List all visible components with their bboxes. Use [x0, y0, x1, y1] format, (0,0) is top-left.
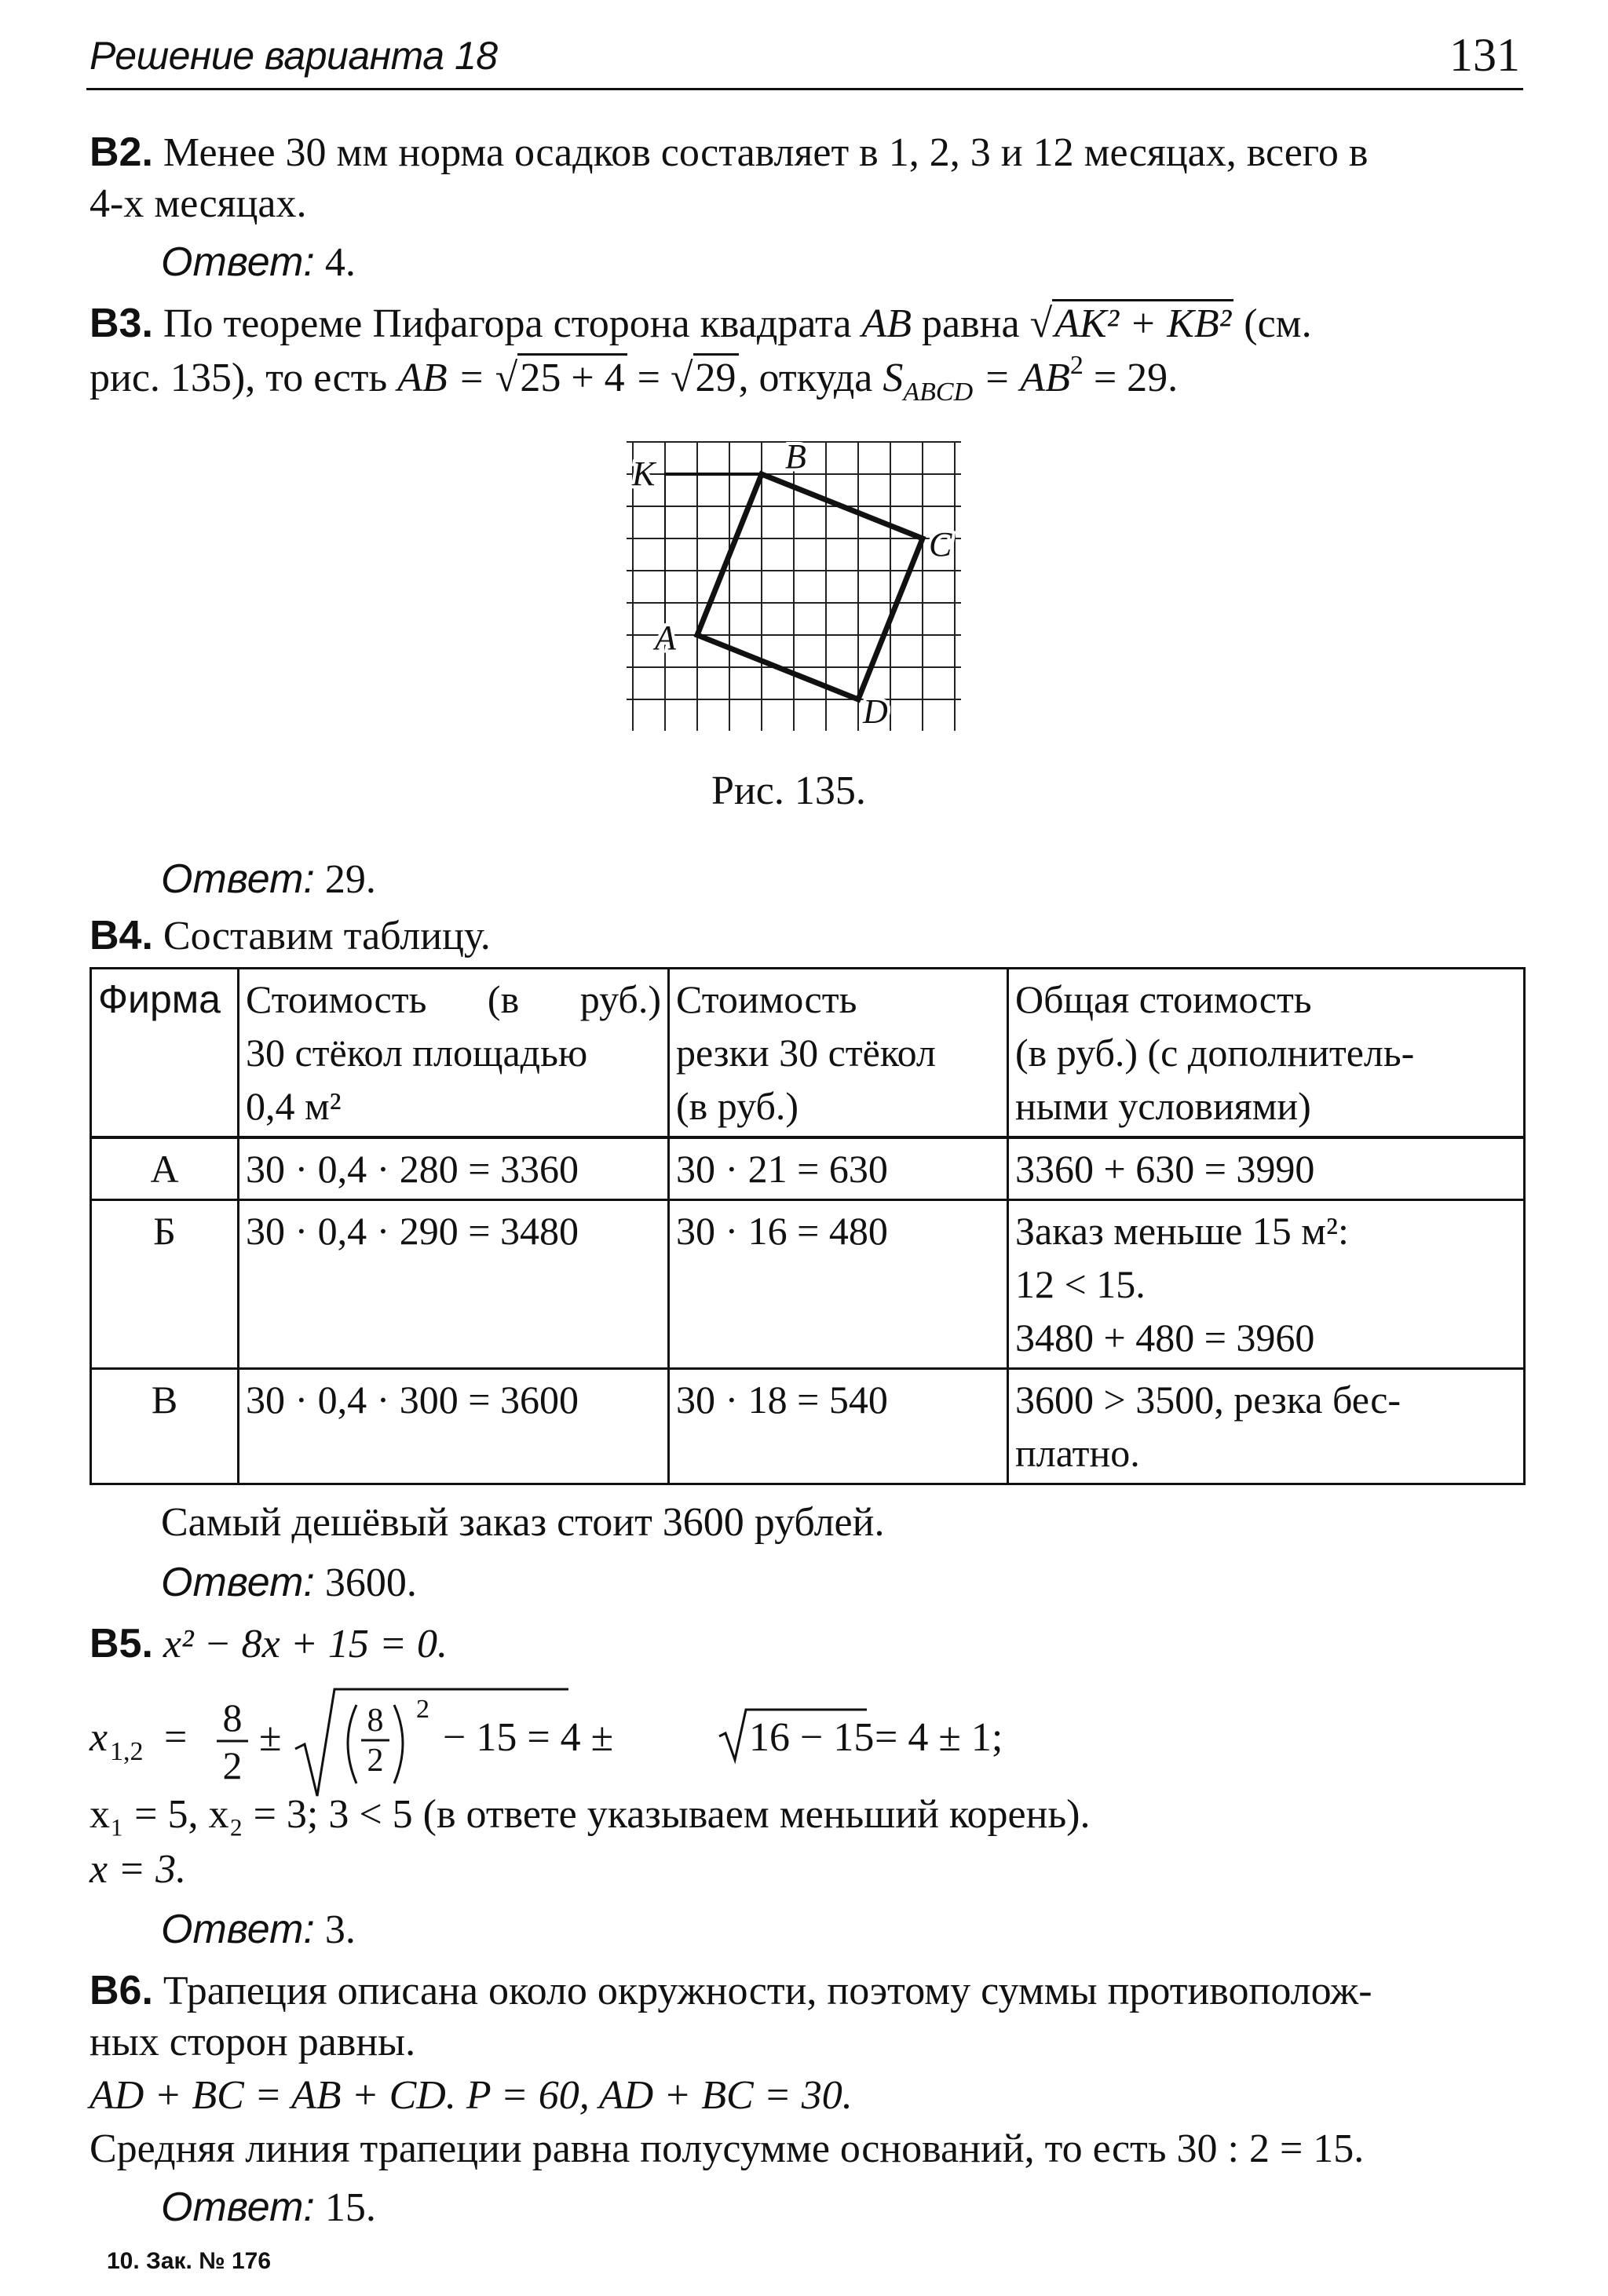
cut-cell: 30 · 21 = 630: [669, 1137, 1008, 1200]
point-label-k: K: [632, 454, 656, 493]
table-row: [91, 1200, 1525, 1369]
b4-intro: Составим таблицу.: [163, 914, 491, 958]
b6-line-1: [90, 1964, 1372, 2018]
page-footer: 10. Зак. № 176: [107, 2248, 272, 2274]
plus-minus: ±: [259, 1715, 282, 1760]
answer-label: Ответ:: [161, 2185, 315, 2230]
b3-line-2: [90, 352, 1178, 405]
page-header: [86, 24, 1523, 90]
b3-eq2: =: [637, 356, 660, 400]
glass-cell: 30 · 0,4 · 300 = 3600: [239, 1369, 669, 1484]
b2-answer: [161, 235, 356, 290]
glass-cell: 30 · 0,4 · 290 = 3480: [239, 1200, 669, 1369]
total-cell: Заказ меньше 15 м²: 12 < 15. 3480 + 480 = 3960: [1008, 1200, 1525, 1369]
page-number: 131: [1449, 29, 1520, 81]
cost-table: [90, 967, 1526, 1485]
b6-math-line: AD + BC = AB + CD. P = 60, AD + BC = 30.: [90, 2073, 853, 2118]
answer-label: Ответ:: [161, 239, 315, 285]
b3-label: В3.: [90, 301, 153, 346]
glass-cell: 30 · 0,4 · 280 = 3360: [239, 1137, 669, 1200]
b4-line-1: [90, 909, 491, 963]
b3-line2-a: рис. 135), то есть: [90, 356, 388, 400]
point-label-c: C: [929, 525, 952, 564]
b6-answer: [161, 2181, 376, 2235]
b6-label: В6.: [90, 1968, 153, 2013]
answer-value: 15.: [324, 2185, 376, 2230]
grid-square-diagram: [625, 436, 984, 731]
right-paren: [394, 1705, 403, 1783]
inner-numerator: 8: [367, 1703, 384, 1739]
answer-value: 29.: [324, 857, 376, 902]
radical-29: √29: [671, 353, 739, 400]
b6-text-1: Трапеция описана около окружности, поэтому суммы противополож-: [163, 1969, 1372, 2013]
fraction-numerator: 8: [222, 1696, 243, 1739]
equals-sign: =: [164, 1715, 188, 1760]
b5-label: В5.: [90, 1621, 153, 1666]
b5-answer: [161, 1903, 356, 1957]
square-exponent: 2: [416, 1695, 429, 1724]
b3-eq3: = $AB^2$: [983, 351, 1084, 400]
point-label-b: B: [785, 437, 806, 476]
area-symbol: $S_{ABCD}$: [883, 356, 974, 407]
b5-equation: x² − 8x + 15 = 0.: [163, 1622, 448, 1666]
running-title: Решение варианта 18: [90, 34, 498, 78]
header-glass-cost: Стоимость (в руб.) 30 стёкол площадью 0,4 м²: [239, 969, 669, 1138]
firm-cell: Б: [91, 1200, 239, 1369]
figure-135: [625, 436, 984, 731]
answer-value: 3600.: [324, 1560, 417, 1605]
formula-tail: = 4 ± 1;: [875, 1715, 1003, 1760]
b3-ab: AB: [861, 301, 912, 346]
b5-roots: x₁ = 5, x₂ = 3; 3 < 5 (в ответе указываем меньший корень).: [90, 1792, 1091, 1837]
x12-symbol: x: [90, 1715, 108, 1760]
left-paren: [348, 1705, 356, 1783]
table-header-row: [91, 969, 1525, 1138]
answer-value: 4.: [324, 240, 356, 285]
fraction-denominator: 2: [222, 1743, 243, 1787]
total-cell: 3600 > 3500, резка бес- платно.: [1008, 1369, 1525, 1484]
header-cut-cost: Стоимость резки 30 стёкол (в руб.): [669, 969, 1008, 1138]
b5-x-final: x = 3.: [90, 1847, 187, 1892]
minus-15-text: − 15 = 4 ±: [443, 1715, 614, 1760]
header-firm: Фирма: [91, 969, 239, 1138]
b2-line-1: [90, 126, 1368, 180]
x12-subscript: 1,2: [110, 1737, 144, 1766]
cut-cell: 30 · 18 = 540: [669, 1369, 1008, 1484]
b3-text-b: равна: [922, 301, 1020, 346]
radicand-16-15: 16 − 15: [749, 1715, 875, 1760]
b4-label: В4.: [90, 913, 153, 958]
b2-text-1: Менее 30 мм норма осадков составляет в 1, 2, 3 и 12 месяцах, всего в: [163, 130, 1369, 175]
b3-text-d: , откуда: [738, 356, 873, 400]
b4-answer: [161, 1556, 417, 1610]
b3-eq1: AB =: [397, 356, 485, 400]
cut-cell: 30 · 16 = 480: [669, 1200, 1008, 1369]
b6-line-3: Средняя линия трапеции равна полусумме оснований, то есть 30 : 2 = 15.: [90, 2126, 1365, 2171]
table-row: [91, 1369, 1525, 1484]
radical-25-4: √25 + 4: [495, 353, 627, 400]
point-label-d: D: [863, 692, 888, 731]
b3-eq3-end: = 29.: [1093, 356, 1179, 400]
b5-line-1: [90, 1617, 448, 1671]
b3-answer: [161, 852, 376, 907]
figure-caption: Рис. 135.: [711, 768, 866, 813]
radical-ak-kb: √AK² + KB²: [1030, 299, 1234, 346]
answer-value: 3.: [324, 1907, 356, 1952]
b3-text-c: (см.: [1244, 301, 1312, 346]
square-abcd: [697, 474, 923, 699]
b2-line-2: 4-х месяцах.: [90, 181, 307, 226]
table-row: [91, 1137, 1525, 1200]
b3-line-1: [90, 297, 1312, 351]
inner-denominator: 2: [367, 1743, 384, 1779]
point-label-a: A: [655, 619, 676, 657]
answer-label: Ответ:: [161, 856, 315, 902]
b4-conclusion: Самый дешёвый заказ стоит 3600 рублей.: [161, 1500, 885, 1545]
b2-label: В2.: [90, 130, 153, 175]
firm-cell: А: [91, 1137, 239, 1200]
firm-cell: В: [91, 1369, 239, 1484]
total-cell: 3360 + 630 = 3990: [1008, 1137, 1525, 1200]
b6-line-2: ных сторон равны.: [90, 2020, 416, 2064]
b3-text-a: По теореме Пифагора сторона квадрата: [163, 301, 852, 346]
header-total-cost: Общая стоимость (в руб.) (с дополнитель- ными условиями): [1008, 969, 1525, 1138]
answer-label: Ответ:: [161, 1907, 315, 1952]
answer-label: Ответ:: [161, 1560, 315, 1605]
